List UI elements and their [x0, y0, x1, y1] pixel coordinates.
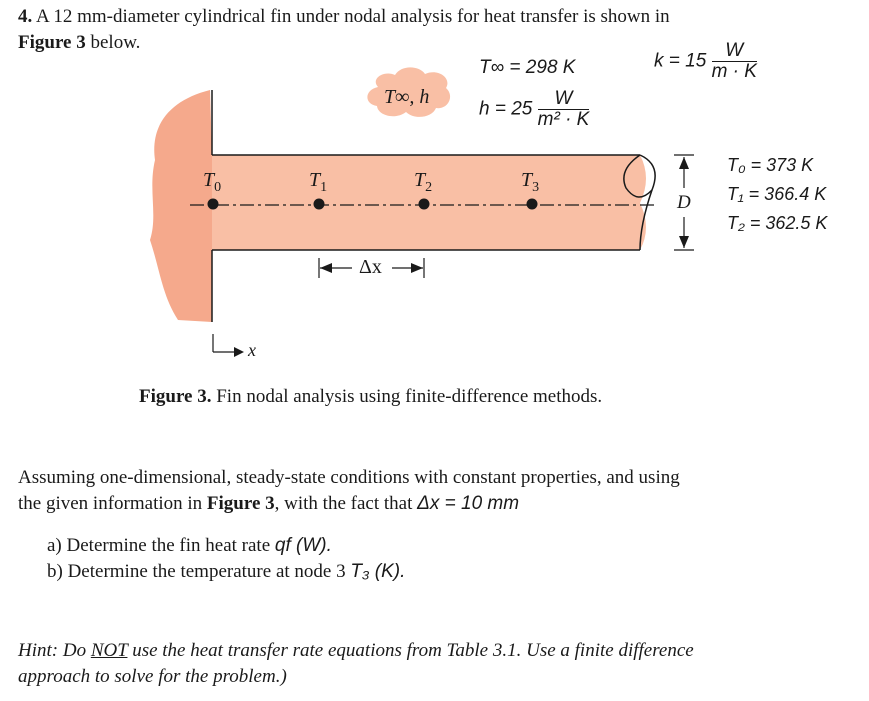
h-num: W — [538, 89, 590, 110]
node-t2 — [419, 199, 430, 210]
figure-ref: Figure 3 — [18, 32, 86, 53]
node-label-t1: $T_1$ — [309, 169, 328, 195]
given-t0: T₀ = 373 K — [727, 155, 814, 175]
problem-number: 4. — [18, 6, 33, 27]
h-label — [479, 89, 589, 130]
question-a: a) Determine the fin heat rate qf (W). — [47, 535, 332, 556]
body-line-2: the given information in Figure 3, with the fact that Δx = 10 mm — [18, 493, 520, 514]
given-t1: T₁ = 366.4 K — [727, 184, 827, 204]
x-axis-label: x — [248, 340, 256, 360]
node-t0 — [208, 199, 219, 210]
hint-line-1: Hint: Do NOT use the heat transfer rate equations from Table 3.1. Use a finite difference — [18, 640, 694, 661]
problem-text-1: A 12 mm-diameter cylindrical fin under nodal analysis for heat transfer is shown in — [35, 6, 670, 27]
d-down-arrow — [679, 236, 689, 248]
hint-not: NOT — [90, 640, 128, 661]
k-den: m · K — [711, 61, 757, 82]
k-label — [654, 41, 757, 82]
wall-shape — [150, 90, 212, 322]
dx-value: Δx = 10 mm — [417, 493, 520, 514]
d-label: D — [677, 192, 691, 213]
d-up-arrow — [679, 157, 689, 169]
node-t3 — [527, 199, 538, 210]
k-num: W — [712, 41, 757, 62]
node-label-t2: $T_2$ — [414, 169, 433, 195]
h-lhs: h = 25 — [479, 98, 533, 120]
dx-left-arrow — [320, 263, 332, 273]
k-lhs: k = 15 — [654, 50, 707, 72]
caption-text: Fin nodal analysis using finite-difference methods. — [216, 386, 603, 407]
cloud-label: T∞, h — [384, 86, 430, 108]
node-label-t0: $T_0$ — [203, 169, 222, 195]
t-inf-label: T∞ = 298 K — [479, 57, 576, 78]
figure-ref-2: Figure 3 — [206, 493, 275, 514]
problem-text-2: below. — [90, 32, 141, 53]
body-line-1: Assuming one-dimensional, steady-state conditions with constant properties, and using — [18, 467, 680, 488]
x-axis-arrow — [234, 347, 244, 357]
k-fraction — [712, 41, 757, 82]
node-t1 — [314, 199, 325, 210]
h-den: m² · K — [537, 109, 590, 130]
caption-bold: Figure 3. — [139, 386, 212, 407]
given-t2: T₂ = 362.5 K — [727, 213, 828, 233]
hint-line-2: approach to solve for the problem.) — [18, 666, 287, 687]
node-label-t3: $T_3$ — [521, 169, 540, 195]
h-fraction — [538, 89, 590, 130]
dx-label: Δx — [359, 256, 382, 278]
question-b: b) Determine the temperature at node 3 T₃ (K). — [47, 561, 406, 582]
dx-right-arrow — [411, 263, 423, 273]
figure-caption — [139, 386, 602, 408]
